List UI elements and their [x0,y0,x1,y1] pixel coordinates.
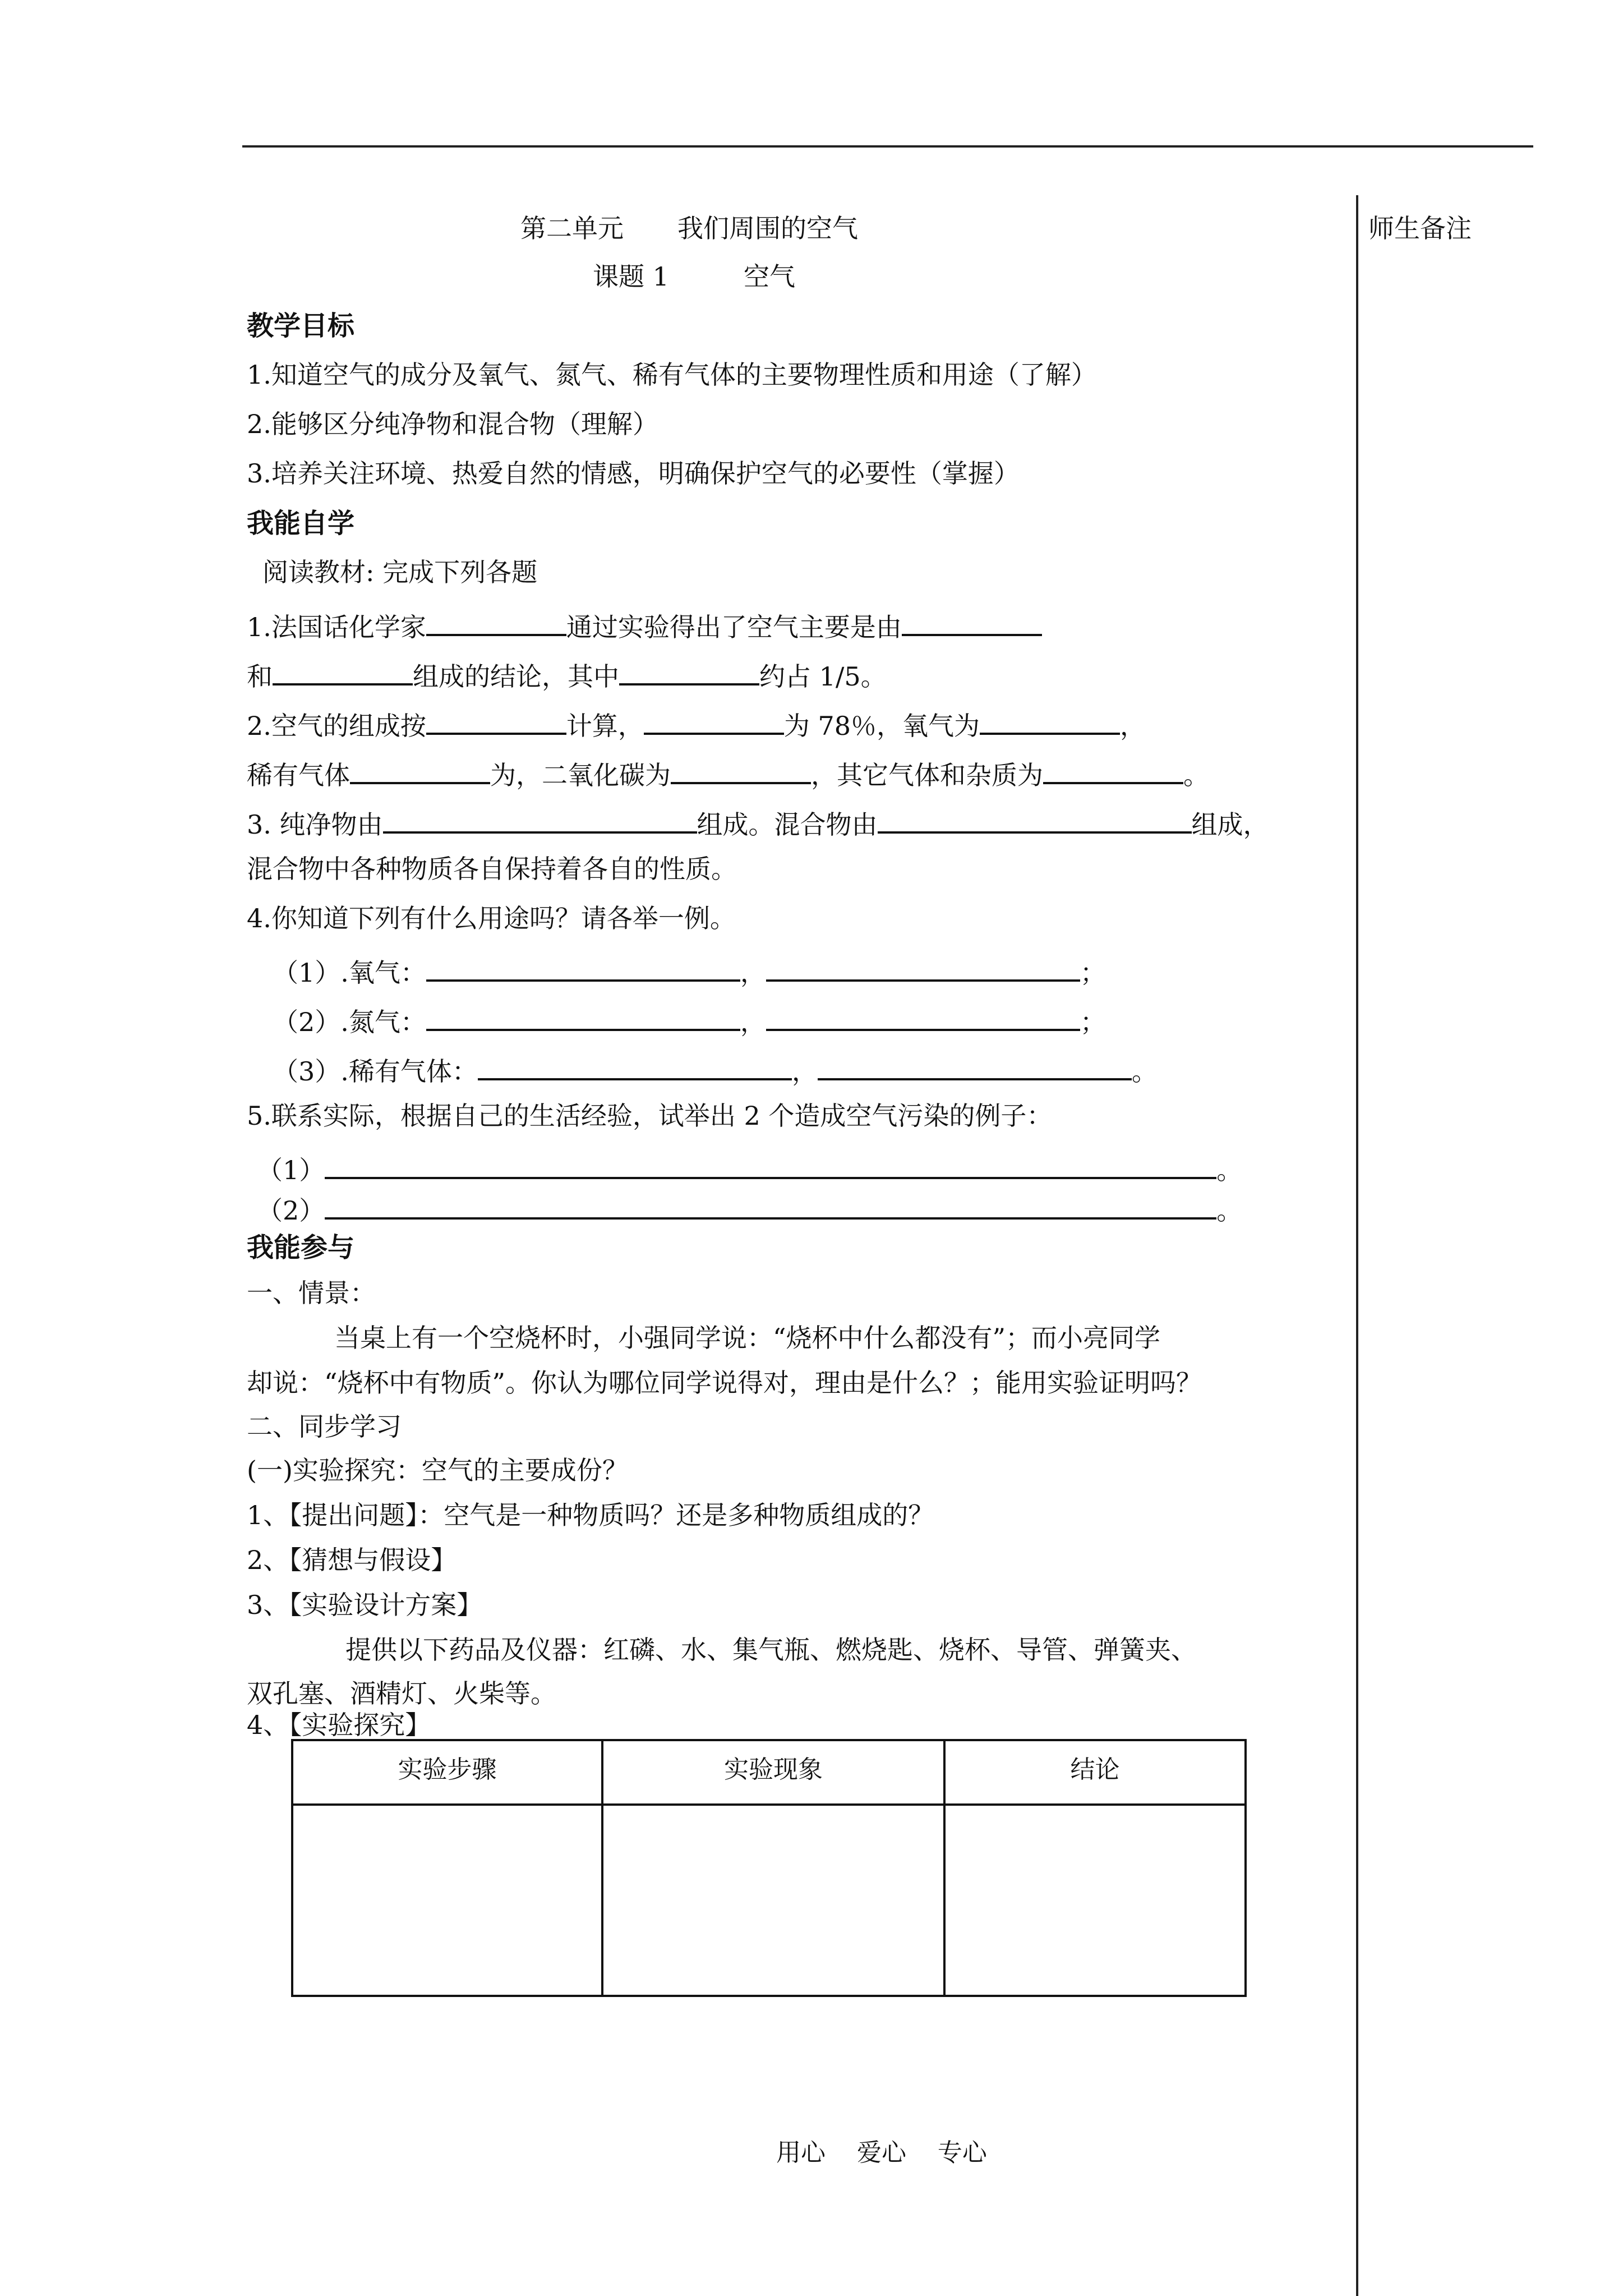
q4-item: （3）.稀有气体： ， 。 [273,1053,1158,1084]
blank[interactable] [426,609,566,636]
q3-text: 3. 纯净物由 组成。混合物由 组成， [247,807,1269,838]
blank[interactable] [980,708,1120,735]
blank[interactable] [671,757,811,784]
table-row [292,1805,1246,1996]
step-2: 2、【猜想与假设】 [247,1545,457,1575]
q5-title: 5.联系实际，根据自己的生活经验，试举出 2 个造成空气污染的例子： [247,1101,1053,1131]
self-study-intro: 阅读教材: 完成下列各题 [262,557,538,587]
footer-text: 用心 爱心 专心 [776,2138,987,2167]
goals-heading: 教学目标 [247,310,355,342]
goal-item: 2.能够区分纯净物和混合物（理解） [247,409,658,439]
unit-title: 我们周围的空气 [677,213,858,243]
q2-text-cont: 稀有气体 为，二氧化碳为 ，其它气体和杂质为 。 [247,757,1209,788]
q1-text: 1.法国话化学家 通过实验得出了空气主要是由 [247,609,1042,640]
table-cell[interactable] [292,1805,602,1996]
unit-label: 第二单元 [520,213,624,243]
blank[interactable] [478,1053,792,1080]
table-header: 实验现象 [602,1740,944,1805]
q2-text: 2.空气的组成按 计算， 为 78％，氧气为 ， [247,708,1146,739]
sidebar-notes-label: 师生备注 [1368,213,1472,243]
blank[interactable] [644,708,784,735]
step-1: 1、【提出问题】：空气是一种物质吗？还是多种物质组成的？ [247,1500,934,1530]
table-cell[interactable] [602,1805,944,1996]
scene-text-cont: 却说：“烧杯中有物质”。你认为哪位同学说得对，理由是什么？；能用实验证明吗？ [247,1368,1202,1398]
step-3: 3、【实验设计方案】 [247,1590,483,1620]
blank[interactable] [426,708,566,735]
materials-text: 提供以下药品及仪器：红磷、水、集气瓶、燃烧匙、烧杯、导管、弹簧夹、 [345,1635,1197,1665]
scene-heading: 一、情景： [247,1278,376,1308]
table-cell[interactable] [944,1805,1246,1996]
q4-item: （1）.氧气： ， ； [273,955,1106,986]
lesson-label: 课题 1 [593,261,669,292]
table-header-row [292,1740,1246,1805]
blank[interactable] [766,955,1080,982]
self-study-heading: 我能自学 [247,508,355,539]
goal-item: 1.知道空气的成分及氧气、氮气、稀有气体的主要物理性质和用途（了解） [247,360,1097,390]
lesson-title: 空气 [744,261,795,292]
blank[interactable] [902,609,1042,636]
blank[interactable] [325,1193,1216,1220]
q3-text-cont: 混合物中各种物质各自保持着各自的性质。 [247,854,737,884]
top-rule [242,145,1533,148]
step-4: 4、【实验探究】 [247,1710,431,1740]
goal-item: 3.培养关注环境、热爱自然的情感，明确保护空气的必要性（掌握） [247,458,1020,489]
blank[interactable] [878,807,1192,834]
q4-title: 4.你知道下列有什么用途吗？请各举一例。 [247,903,736,933]
table-header: 结论 [944,1740,1246,1805]
q5-item: （1） 。 [257,1152,1242,1183]
blank[interactable] [426,955,740,982]
experiment-heading: (一)实验探究：空气的主要成份？ [247,1455,628,1485]
margin-divider [1356,195,1358,2296]
blank[interactable] [426,1004,740,1031]
q5-item: （2） 。 [257,1193,1242,1223]
blank[interactable] [818,1053,1132,1080]
blank[interactable] [766,1004,1080,1031]
blank[interactable] [619,659,759,685]
scene-text: 当桌上有一个空烧杯时，小强同学说：“烧杯中什么都没有”；而小亮同学 [334,1323,1161,1353]
experiment-table [291,1739,1247,1997]
blank[interactable] [383,807,697,834]
blank[interactable] [350,757,490,784]
q1-text-cont: 和 组成的结论，其中 约占 1/5。 [247,659,887,689]
sync-heading: 二、同步学习 [247,1411,402,1442]
q4-item: （2）.氮气： ， ； [273,1004,1106,1035]
blank[interactable] [1043,757,1183,784]
blank[interactable] [325,1152,1216,1179]
table-header: 实验步骤 [292,1740,602,1805]
blank[interactable] [273,659,413,685]
participate-heading: 我能参与 [247,1232,355,1263]
materials-text-cont: 双孔塞、酒精灯、火柴等。 [247,1678,556,1709]
